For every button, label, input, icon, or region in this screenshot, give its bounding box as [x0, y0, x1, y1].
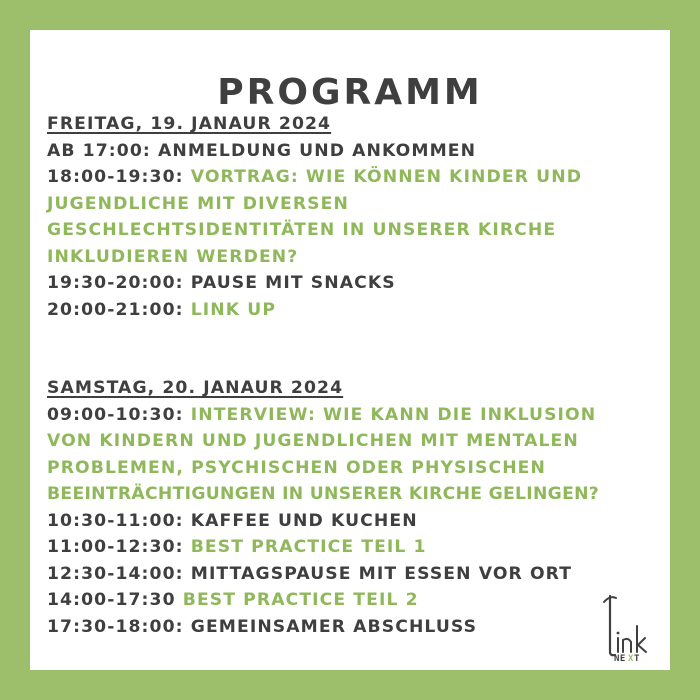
item-text-highlight: BEEINTRÄCHTIGUNGEN IN UNSERER KIRCHE GELINGEN?: [47, 484, 600, 504]
svg-text:X: X: [628, 654, 634, 662]
schedule-item: [47, 534, 667, 561]
item-time: AB 17:00:: [47, 140, 151, 161]
item-text: GEMEINSAMER ABSCHLUSS: [190, 616, 478, 637]
svg-text:NE: NE: [614, 654, 626, 662]
item-time: 19:30-20:00:: [47, 273, 184, 293]
schedule-item: [47, 270, 667, 297]
item-text-highlight: BEST PRACTICE TEIL 2: [182, 590, 419, 610]
item-text-highlight: VORTRAG: WIE KÖNNEN KINDER UND: [190, 167, 583, 187]
item-text: ANMELDUNG UND ANKOMMEN: [157, 140, 477, 161]
schedule-item: [47, 614, 667, 641]
schedule-item: [47, 561, 667, 588]
schedule-item: [47, 297, 667, 324]
item-time: 10:30-11:00:: [47, 510, 184, 531]
item-text-highlight: LINK UP: [190, 299, 277, 320]
item-time: 09:00-10:30:: [47, 404, 184, 425]
schedule-item: [47, 402, 667, 429]
item-time: 12:30-14:00:: [47, 563, 184, 584]
item-text-highlight: GESCHLECHTSIDENTITÄTEN IN UNSERER KIRCHE: [47, 220, 557, 240]
item-text: KAFFEE UND KUCHEN: [190, 510, 418, 531]
page-title: PROGRAMM: [217, 72, 483, 113]
item-text-highlight: JUGENDLICHE MIT DIVERSEN: [47, 193, 349, 214]
item-text-highlight: INKLUDIEREN WERDEN?: [47, 246, 299, 267]
link-next-logo: [596, 592, 660, 662]
spacer: [47, 323, 667, 375]
item-text-highlight: BEST PRACTICE TEIL 1: [190, 537, 427, 557]
item-text-highlight: INTERVIEW: WIE KANN DIE INKLUSION: [190, 404, 597, 425]
schedule-item: [47, 138, 667, 165]
item-time: 14:00-17:30: [47, 590, 176, 610]
schedule-item: [47, 508, 667, 535]
item-time: 17:30-18:00:: [47, 616, 184, 637]
schedule-item: [47, 587, 667, 614]
item-time: 11:00-12:30:: [47, 537, 184, 557]
svg-text:T: T: [634, 654, 640, 662]
day-heading-friday: FREITAG, 19. JANAUR 2024: [47, 114, 332, 134]
item-text-highlight: VON KINDERN UND JUGENDLICHEN MIT MENTALEN: [47, 431, 579, 451]
item-text-highlight: PROBLEMEN, PSYCHISCHEN ODER PHYSISCHEN: [47, 457, 547, 478]
schedule: [47, 111, 667, 640]
item-time: 18:00-19:30:: [47, 167, 184, 187]
item-time: 20:00-21:00:: [47, 299, 184, 320]
day-heading-saturday: SAMSTAG, 20. JANAUR 2024: [47, 378, 344, 398]
item-text: MITTAGSPAUSE MIT ESSEN VOR ORT: [190, 563, 573, 584]
content-card: [30, 30, 670, 670]
schedule-item: [47, 164, 667, 191]
item-text: PAUSE MIT SNACKS: [190, 273, 396, 293]
